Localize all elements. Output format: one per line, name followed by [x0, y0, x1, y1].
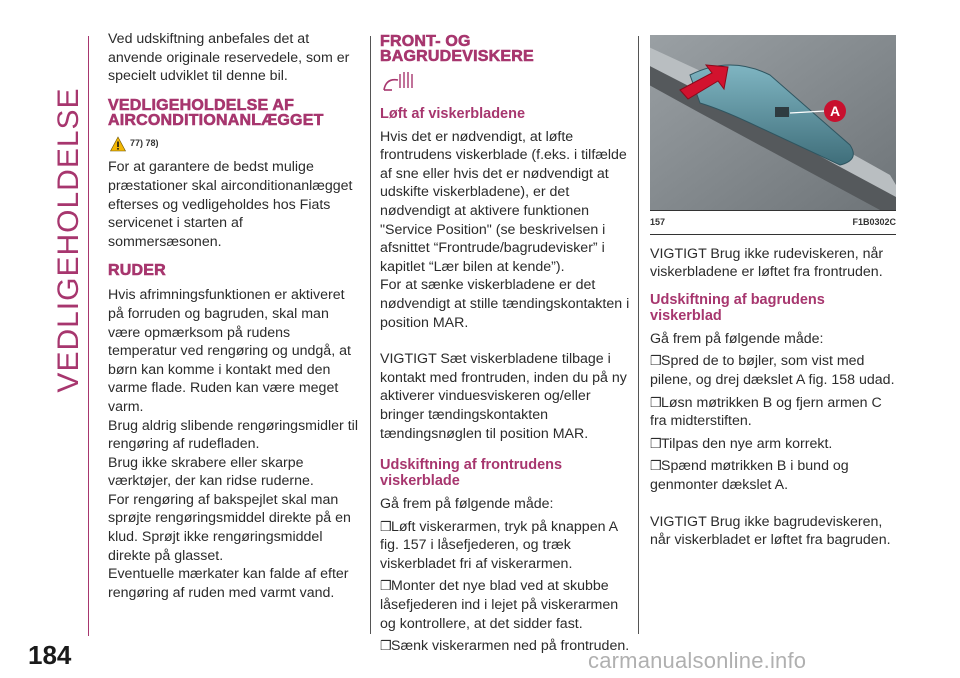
- important-note: VIGTIGT Sæt viskerbladene tilbage i kontakt med frontruden, inden du på ny aktiverer vinduesviskeren og/eller bringer tændingskontakten tændingsnøglen til position MAR.: [380, 351, 627, 442]
- column-middle: [380, 30, 632, 656]
- step-item: ❒Løft viskerarmen, tryk på knappen A fig. 157 i låsefjederen, og træk viskerbladet fri af viskerarmen.: [380, 518, 618, 572]
- ruder-paragraph: Hvis afrimningsfunktionen er aktiveret på forruden og bagruden, skal man være opmærksom på rudens temperatur ved rengøring og undgå, at børn kan komme i kontakt med den varme flade. Ruden kan være meget varm.: [108, 287, 351, 415]
- checkbox-bullet-icon: ❒: [650, 458, 662, 474]
- wiper-icon: [380, 70, 420, 92]
- step-item: ❒Sænk viskerarmen ned på frontruden.: [380, 638, 630, 655]
- figure-caption: [650, 210, 896, 235]
- side-rule: [88, 36, 89, 636]
- ac-heading: VEDLIGEHOLDELSE AF AIRCONDITIONANLÆGGET: [108, 96, 324, 129]
- column-divider: [638, 36, 639, 634]
- checkbox-bullet-icon: ❒: [650, 394, 662, 410]
- column-left: [108, 30, 360, 602]
- lift-heading: Løft af viskerbladene: [380, 105, 526, 122]
- rear-replace-heading: Udskiftning af bagrudens viskerblad: [650, 291, 825, 324]
- important-note-2: VIGTIGT Brug ikke bagrudeviskeren, når viskerbladet er løftet fra bagruden.: [650, 513, 891, 549]
- step-item: ❒Monter det nye blad ved at skubbe låsefjederen ind i lejet på viskerarmen og kontrollere, at det sidder fast.: [380, 578, 619, 632]
- warning-refs: 77) 78): [110, 134, 360, 153]
- lift-paragraph: Hvis det er nødvendigt, at løfte frontrudens viskerblade (f.eks. i tilfælde af sne eller hvis det er nødvendigt at udskifte viskerbladene), er det nødvendigt at aktivere funktionen "Service Position" (se beskrivelsen i afsnittet “Frontrude/bagrudevisker” i kapitlet “Lær bilen at kende”).: [380, 128, 627, 275]
- ac-paragraph: For at garantere de bedst mulige præstationer skal airconditionanlægget efterses og vedligeholdes hos Fiats servicenet i starten af sommersæsonen.: [108, 159, 353, 250]
- step-item: ❒Løsn møtrikken B og fjern armen C fra midterstiften.: [650, 394, 882, 430]
- important-note: VIGTIGT Brug ikke rudeviskeren, når viskerbladene er løftet fra frontruden.: [650, 245, 884, 281]
- ruder-heading: RUDER: [108, 262, 166, 280]
- figure-number: 157: [650, 217, 666, 227]
- ruder-paragraph-2: Brug aldrig slibende rengøringsmidler til rengøring af rudefladen.: [108, 417, 358, 453]
- lift-paragraph-2: For at sænke viskerbladene er det nødvendigt at stille tændingskontakten i position MAR.: [380, 277, 630, 331]
- front-replace-heading: Udskiftning af frontrudens viskerblade: [380, 457, 563, 490]
- checkbox-bullet-icon: ❒: [650, 435, 662, 451]
- ruder-paragraph-5: Eventuelle mærkater kan falde af efter rengøring af ruden med varmt vand.: [108, 566, 349, 601]
- step-item: ❒Spænd møtrikken B i bund og genmonter dækslet A.: [650, 458, 849, 493]
- figure-157: [650, 35, 896, 210]
- wipers-heading: FRONT- OG BAGRUDEVISKERE: [380, 33, 534, 65]
- page-number: 184: [28, 640, 72, 670]
- steps-intro: Gå frem på følgende måde:: [650, 330, 824, 347]
- warning-triangle-icon: [110, 136, 126, 152]
- figure-code: F1B0302C: [852, 217, 896, 227]
- ruder-paragraph-4: For rengøring af bakspejlet skal man sprøjte rengøringsmiddel direkte på en klud. Sprøjt ikke rengøringsmiddel direkte på glasset.: [108, 491, 351, 564]
- checkbox-bullet-icon: ❒: [380, 638, 392, 654]
- column-right: [650, 35, 900, 550]
- wiper-illustration: [650, 35, 896, 210]
- side-chapter-title: VEDLIGEHOLDELSE: [52, 87, 85, 393]
- step-item: ❒Tilpas den nye arm korrekt.: [650, 435, 833, 452]
- step-item: ❒Spred de to bøjler, som vist med pilene, og drej dækslet A fig. 158 udad.: [650, 353, 895, 388]
- ruder-paragraph-3: Brug ikke skrabere eller skarpe værktøjer, der kan ridse ruderne.: [108, 454, 314, 490]
- intro-paragraph: Ved udskiftning anbefales det at anvende originale reservedele, som er specielt udviklet til denne bil.: [108, 31, 350, 85]
- steps-intro: Gå frem på følgende måde:: [380, 496, 554, 513]
- checkbox-bullet-icon: ❒: [380, 578, 392, 594]
- figure-label-a: A: [829, 103, 841, 119]
- column-divider: [370, 36, 371, 634]
- watermark: carmanualsonline.info: [588, 648, 807, 673]
- checkbox-bullet-icon: ❒: [650, 353, 662, 369]
- checkbox-bullet-icon: ❒: [380, 518, 392, 534]
